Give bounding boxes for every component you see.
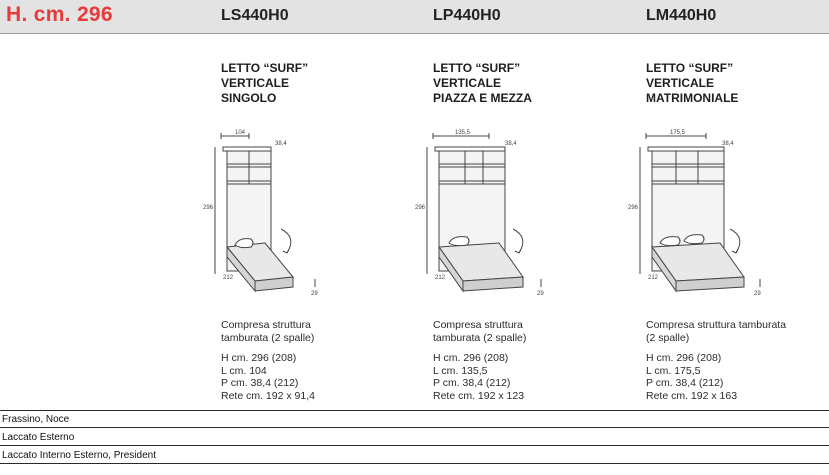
dim-low: 29	[311, 291, 318, 297]
dim-bed: 212	[223, 275, 234, 281]
dim-height: 296	[415, 205, 426, 211]
dim-low: 29	[754, 291, 761, 297]
dim-width: 175,5	[670, 130, 686, 136]
dim-width: 104	[235, 130, 246, 136]
product-card-double	[628, 33, 829, 411]
bed-technical-drawing	[413, 129, 553, 309]
bed-technical-drawing	[626, 129, 766, 309]
spec-line: L cm. 135,5	[433, 364, 488, 377]
dim-bed: 212	[435, 275, 446, 281]
product-name	[221, 61, 308, 106]
product-name-line: LETTO “SURF”	[646, 61, 734, 75]
description-line: tamburata (2 spalle)	[433, 331, 527, 344]
spec-line: H cm. 296 (208)	[646, 352, 722, 364]
spec-line: P cm. 38,4 (212)	[221, 377, 299, 389]
finish-row: Laccato Interno Esterno, President	[0, 447, 829, 464]
dim-depth: 38,4	[505, 141, 517, 147]
dim-height: 296	[203, 205, 214, 211]
spec-line: P cm. 38,4 (212)	[646, 377, 724, 389]
description-line: (2 spalle)	[646, 331, 690, 344]
product-name-line: LETTO “SURF”	[221, 61, 309, 75]
product-card-queen	[415, 33, 633, 411]
height-label: H. cm. 296	[6, 3, 113, 26]
spec-line: P cm. 38,4 (212)	[433, 377, 511, 389]
product-name-line: MATRIMONIALE	[646, 91, 739, 105]
dim-width: 135,5	[455, 130, 471, 136]
dim-bed: 212	[648, 275, 659, 281]
product-name-line: VERTICALE	[221, 76, 290, 90]
spec-line: Rete cm. 192 x 91,4	[221, 389, 315, 402]
product-name-line: VERTICALE	[433, 76, 502, 90]
product-specs	[646, 352, 737, 402]
description-line: tamburata (2 spalle)	[221, 331, 315, 344]
description-line: Compresa struttura	[433, 319, 523, 331]
spec-line: H cm. 296 (208)	[433, 352, 509, 364]
spec-line: H cm. 296 (208)	[221, 352, 297, 364]
bed-technical-drawing	[201, 129, 341, 309]
spec-line: L cm. 104	[221, 364, 267, 377]
spec-line: Rete cm. 192 x 123	[433, 389, 525, 402]
product-description	[433, 319, 526, 344]
spec-line: L cm. 175,5	[646, 364, 701, 377]
column-code-2: LP440H0	[433, 7, 501, 24]
finish-row: Frassino, Noce	[0, 411, 829, 428]
description-line: Compresa struttura tamburata	[646, 319, 787, 331]
product-description	[221, 319, 314, 344]
product-name-line: LETTO “SURF”	[433, 61, 521, 75]
column-code-1: LS440H0	[221, 7, 289, 24]
product-card-single	[203, 33, 421, 411]
dim-depth: 38,4	[722, 141, 734, 147]
product-name	[433, 61, 532, 106]
product-description	[646, 319, 786, 344]
product-name-line: VERTICALE	[646, 76, 715, 90]
product-specs	[433, 352, 524, 402]
product-name-line: SINGOLO	[221, 91, 277, 105]
product-name	[646, 61, 738, 106]
spec-line: Rete cm. 192 x 163	[646, 389, 738, 402]
product-name-line: PIAZZA E MEZZA	[433, 91, 532, 105]
dim-depth: 38,4	[275, 141, 287, 147]
dim-low: 29	[537, 291, 544, 297]
product-specs	[221, 352, 315, 402]
header-bar	[0, 0, 829, 34]
description-line: Compresa struttura	[221, 319, 311, 331]
column-code-3: LM440H0	[646, 7, 717, 24]
dim-height: 296	[628, 205, 639, 211]
finish-row: Laccato Esterno	[0, 429, 829, 446]
